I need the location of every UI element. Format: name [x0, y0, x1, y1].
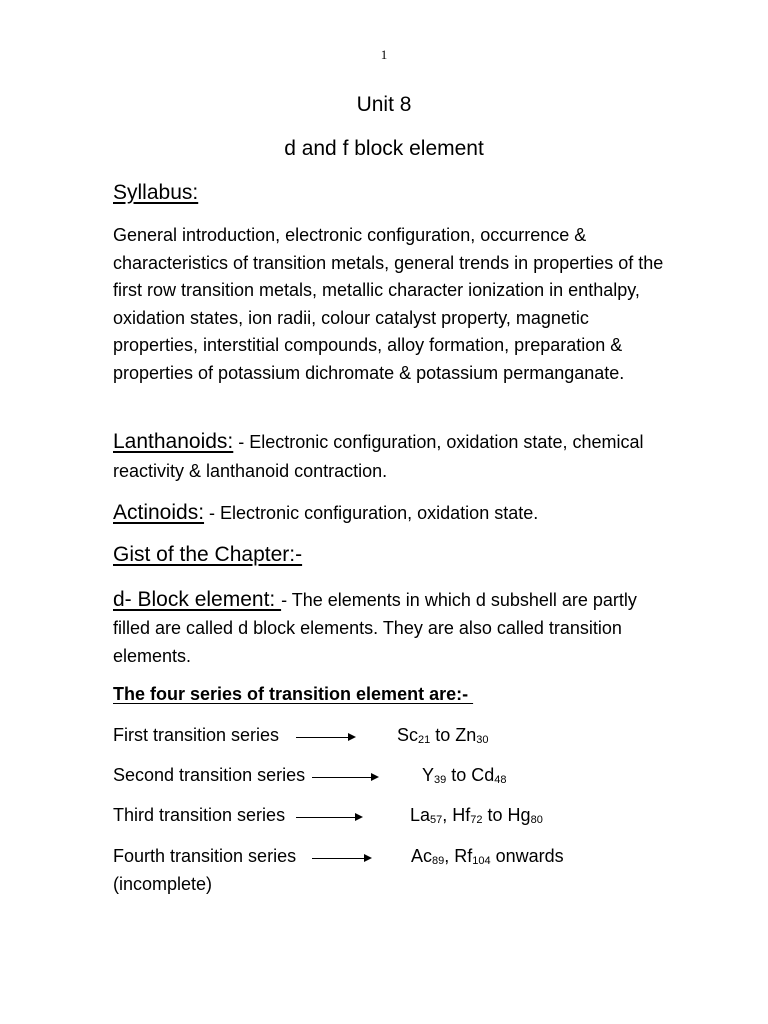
series-label: Third transition series	[113, 805, 286, 825]
series-range	[411, 846, 564, 867]
arrow-right-icon	[296, 737, 354, 738]
page-number: 1	[380, 47, 388, 62]
range-text: Ac	[411, 846, 433, 866]
series-row	[113, 725, 489, 749]
series-label: First transition series	[113, 725, 280, 745]
d-block-text: - The elements in which d subshell are partly filled are called d block elements. They are also called transition elements.	[113, 590, 637, 666]
subscript: 48	[494, 774, 507, 786]
range-text: , Rf	[444, 846, 473, 866]
subscript: 89	[432, 855, 445, 867]
arrow-right-icon	[296, 817, 361, 818]
subscript: 39	[434, 774, 447, 786]
series-range	[397, 725, 489, 746]
arrow-right-icon	[312, 858, 370, 859]
series-label: Second transition series	[113, 765, 306, 785]
syllabus-heading: Syllabus:	[113, 181, 199, 204]
range-text: to Hg	[482, 805, 531, 825]
lanthanoids-heading: Lanthanoids:	[113, 430, 234, 453]
subscript: 30	[476, 734, 489, 746]
range-text: Sc	[397, 725, 419, 745]
chapter-subtitle: d and f block element	[284, 137, 484, 160]
actinoids-text: - Electronic configuration, oxidation state.	[204, 503, 539, 523]
series-heading: The four series of transition element are:-	[113, 684, 474, 704]
d-block-heading: d- Block element:	[113, 588, 282, 611]
subscript: 21	[418, 734, 431, 746]
range-text: to Cd	[446, 765, 495, 785]
gist-heading: Gist of the Chapter:-	[113, 543, 303, 566]
subscript: 57	[430, 814, 443, 826]
series-range	[422, 765, 507, 786]
lanthanoids-paragraph	[113, 427, 673, 486]
range-text: Y	[422, 765, 435, 785]
lanthanoids-text: - Electronic configuration, oxidation state, chemical reactivity & lanthanoid contraction.	[113, 432, 644, 481]
syllabus-body: General introduction, electronic configuration, occurrence & characteristics of transition metals, general trends in properties of the first row transition metals, metallic character ionization in enthalpy, oxidation states, ion radii, colour catalyst property, magnetic properties, interstitial compounds, alloy formation, preparation & properties of potassium dichromate & potassium permanganate.	[113, 225, 664, 383]
range-text: , Hf	[442, 805, 471, 825]
actinoids-heading: Actinoids:	[113, 501, 205, 524]
series-row	[113, 805, 543, 829]
subscript: 72	[470, 814, 483, 826]
series-label: Fourth transition series	[113, 846, 297, 866]
range-text: La	[410, 805, 431, 825]
unit-title: Unit 8	[356, 93, 412, 116]
series-row	[113, 765, 507, 789]
arrow-right-icon	[312, 777, 377, 778]
actinoids-paragraph	[113, 499, 673, 528]
series-row	[113, 846, 564, 870]
d-block-paragraph	[113, 586, 673, 670]
subscript: 80	[530, 814, 543, 826]
subscript: 104	[472, 855, 491, 867]
range-text: to Zn	[430, 725, 477, 745]
fourth-series-note: (incomplete)	[113, 874, 213, 894]
series-range	[410, 805, 543, 826]
range-text: onwards	[490, 846, 564, 866]
